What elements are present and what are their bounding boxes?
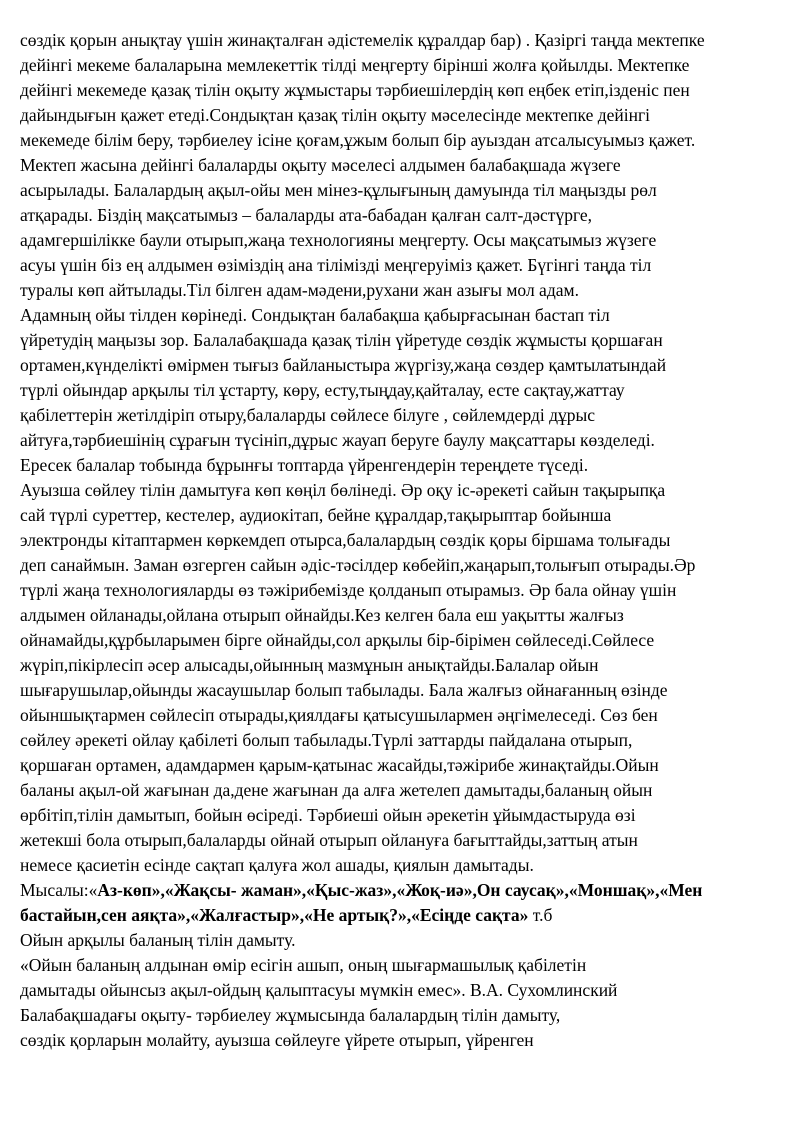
examples-suffix: т.б bbox=[528, 905, 553, 925]
text-line: деп санаймын. Заман өзгерген сайын әдіс-тәсілдер көбейіп,жаңарып,толығып отырады.Әр bbox=[20, 555, 696, 575]
text-line: жүріп,пікірлесіп әсер алысады,ойынның мазмұнын анықтайды.Балалар ойын bbox=[20, 655, 599, 675]
text-line: түрлі ойындар арқылы тіл ұстарту, көру, есту,тыңдау,қайталау, есте сақтау,жаттау bbox=[20, 380, 625, 400]
text-line: дейінгі мекемеде қазақ тілін оқыту жұмыстары тәрбиешілердің көп еңбек етіп,ізденіс пен bbox=[20, 80, 690, 100]
text-line: электронды кітаптармен көркемдеп отырса,балалардың сөздік қоры біршама толығады bbox=[20, 530, 671, 550]
text-line: мекемеде білім беру, тәрбиелеу ісіне қоғам,ұжым болып бір ауыздан атсалысуымыз қажет. bbox=[20, 130, 696, 150]
text-line: Балабақшадағы оқыту- тәрбиелеу жұмысында балалардың тілін дамыту, bbox=[20, 1005, 561, 1025]
text-line: асырылады. Балалардың ақыл-ойы мен мінез-құлығының дамуында тіл маңызды рөл bbox=[20, 180, 657, 200]
text-line: ойнамайды,құрбыларымен бірге ойнайды,сол арқылы бір-бірімен сөйлеседі.Сөйлесе bbox=[20, 630, 655, 650]
text-line: шығарушылар,ойынды жасаушылар болып табылады. Бала жалғыз ойнағанның өзінде bbox=[20, 680, 668, 700]
text-line: сөйлеу әрекеті ойлау қабілеті болып табылады.Түрлі заттарды пайдалана отырып, bbox=[20, 730, 633, 750]
section-heading: Ойын арқылы баланың тілін дамыту. bbox=[20, 930, 296, 950]
text-line: қоршаған ортамен, адамдармен қарым-қатынас жасайды,тәжірибе жинақтайды.Ойын bbox=[20, 755, 659, 775]
text-line: сай түрлі суреттер, кестелер, аудиокітап, бейне құралдар,тақырыптар бойынша bbox=[20, 505, 612, 525]
examples-line bbox=[20, 878, 702, 903]
quote-line: дамытады ойынсыз ақыл-ойдың қалыптасуы мүмкін емес». В.А. Сухомлинский bbox=[20, 980, 618, 1000]
examples-prefix: Мысалы:« bbox=[20, 880, 98, 900]
text-line: Мектеп жасына дейінгі балаларды оқыту мәселесі алдымен балабақшада жүзеге bbox=[20, 155, 621, 175]
text-line: дейінгі мекеме балаларына мемлекеттік тілді меңгерту бірінші жолға қойылды. Мектепке bbox=[20, 55, 690, 75]
text-line: адамгершілікке баули отырып,жаңа технологияны меңгерту. Осы мақсатымыз жүзеге bbox=[20, 230, 657, 250]
text-line: үйретудің маңызы зор. Балалабақшада қазақ тілін үйретуде сөздік жұмысты қоршаған bbox=[20, 330, 663, 350]
text-line: қабілеттерін жетілдіріп отыру,балаларды сөйлесе білуге , сөйлемдерді дұрыс bbox=[20, 405, 596, 425]
text-line: дайындығын қажет етеді.Сондықтан қазақ тілін оқыту мәселесінде мектепке дейінгі bbox=[20, 105, 651, 125]
text-line: туралы көп айтылады.Тіл білген адам-мәдени,рухани жан азығы мол адам. bbox=[20, 280, 579, 300]
text-line: сөздік қорларын молайту, ауызша сөйлеуге үйрете отырып, үйренген bbox=[20, 1030, 534, 1050]
text-line: Ауызша сөйлеу тілін дамытуға көп көңіл бөлінеді. Әр оқу іс-әрекеті сайын тақырыпқа bbox=[20, 480, 666, 500]
quote-line: «Ойын баланың алдынан өмір есігін ашып, оның шығармашылық қабілетін bbox=[20, 955, 587, 975]
text-line: атқарады. Біздің мақсатымыз – балаларды ата-бабадан қалған салт-дәстүрге, bbox=[20, 205, 593, 225]
text-line: жетекші бола отырып,балаларды ойнай отырып ойлануға бағыттайды,заттың атын bbox=[20, 830, 638, 850]
examples-line bbox=[20, 903, 552, 928]
text-line: өрбітіп,тілін дамытып, бойын өсіреді. Тәрбиеші ойын әрекетін ұйымдастыруда өзі bbox=[20, 805, 636, 825]
text-line: Адамның ойы тілден көрінеді. Сондықтан балабақша қабырғасынан бастап тіл bbox=[20, 305, 610, 325]
text-line: ортамен,күнделікті өмірмен тығыз байланыстыра жүргізу,жаңа сөздер қамтылатындай bbox=[20, 355, 667, 375]
examples-bold: Аз-көп»,«Жақсы- жаман»,«Қыс-жаз»,«Жоқ-иә»,Он саусақ»,«Моншақ»,«Мен bbox=[97, 880, 703, 900]
text-line: ойыншықтармен сөйлесіп отырады,қиялдағы қатысушылармен әңгімелеседі. Сөз бен bbox=[20, 705, 658, 725]
text-line: түрлі жаңа технологияларды өз тәжірибемізде қолданып отырамыз. Әр бала ойнау үшін bbox=[20, 580, 677, 600]
text-line: айтуға,тәрбиешінің сұрағын түсініп,дұрыс жауап беруге баулу мақсаттары көзделеді. bbox=[20, 430, 655, 450]
text-line: асуы үшін біз ең алдымен өзіміздің ана тілімізді меңгеруіміз қажет. Бүгінгі таңда тіл bbox=[20, 255, 652, 275]
examples-bold: бастайын,сен аяқта»,«Жалғастыр»,«Не артық?»,«Есіңде сақта» bbox=[20, 905, 529, 925]
text-line: сөздік қорын анықтау үшін жинақталған әдістемелік құралдар бар) . Қазіргі таңда мектепке bbox=[20, 30, 705, 50]
text-line: баланы ақыл-ой жағынан да,дене жағынан да алға жетелеп дамытады,баланың ойын bbox=[20, 780, 653, 800]
text-line: алдымен ойланады,ойлана отырып ойнайды.Кез келген бала еш уақытты жалғыз bbox=[20, 605, 624, 625]
text-line: немесе қасиетін есінде сақтап қалуға жол ашады, қиялын дамытады. bbox=[20, 855, 534, 875]
text-line: Ересек балалар тобында бұрынғы топтарда үйренгендерін тереңдете түседі. bbox=[20, 455, 589, 475]
